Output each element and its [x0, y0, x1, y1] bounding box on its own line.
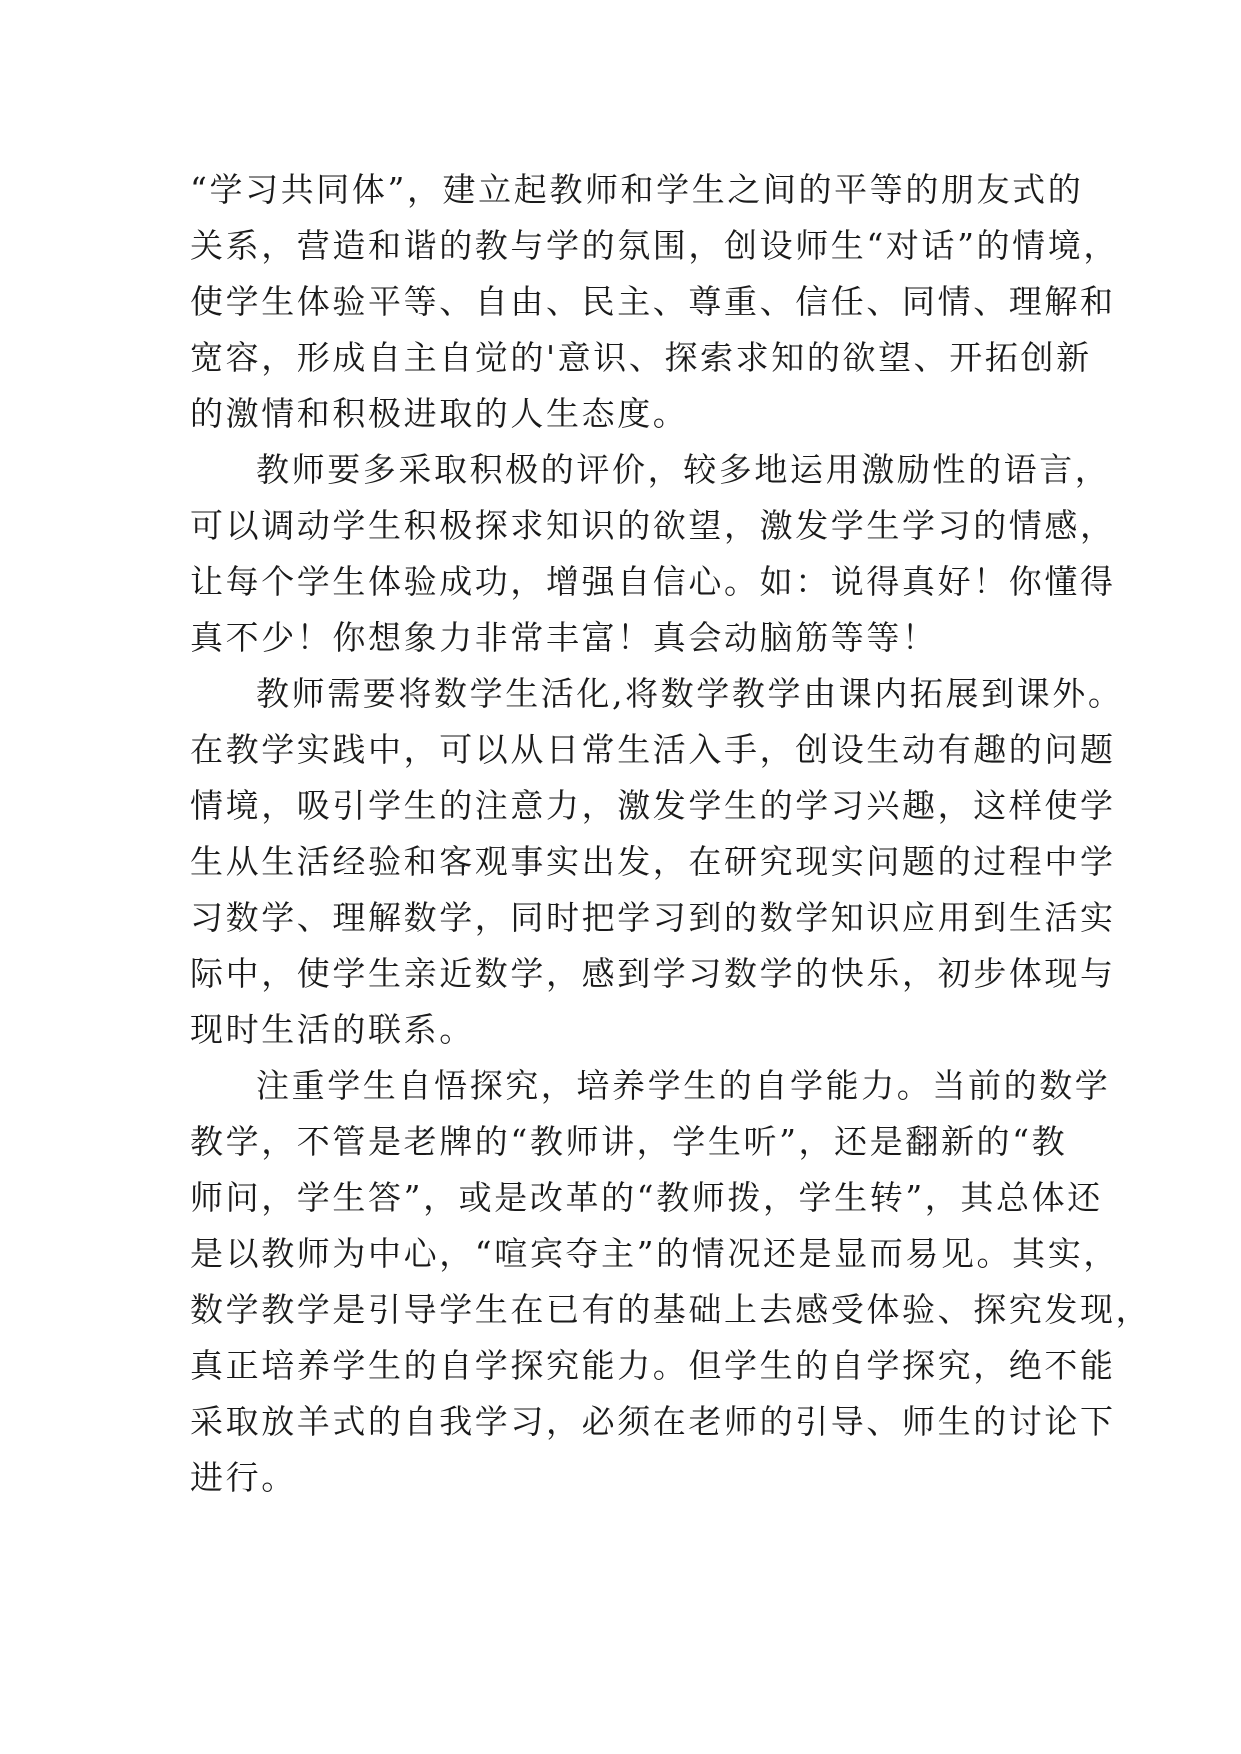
text-line: 真不少！你想象力非常丰富！真会动脑筋等等！ — [190, 618, 938, 657]
text-line: 际中，使学生亲近数学，感到学习数学的快乐，初步体现与 — [190, 954, 1116, 993]
document-body — [190, 162, 1152, 1506]
text-line: 的激情和积极进取的人生态度。 — [190, 394, 689, 433]
text-line: 情境，吸引学生的注意力，激发学生的学习兴趣，这样使学 — [190, 786, 1116, 825]
text-line: 进行。 — [190, 1458, 297, 1497]
text-line: 教师要多采取积极的评价，较多地运用激励性的语言， — [256, 450, 1111, 489]
text-line: 教师需要将数学生活化,将数学教学由课内拓展到课外。 — [256, 674, 1124, 713]
text-line: 注重学生自悟探究，培养学生的自学能力。当前的数学 — [256, 1066, 1111, 1105]
text-line: 真正培养学生的自学探究能力。但学生的自学探究，绝不能 — [190, 1346, 1116, 1385]
text-line: 在教学实践中，可以从日常生活入手，创设生动有趣的问题 — [190, 730, 1116, 769]
text-line: 采取放羊式的自我学习，必须在老师的引导、师生的讨论下 — [190, 1402, 1116, 1441]
text-line: 是以教师为中心，“喧宾夺主”的情况还是显而易见。其实， — [190, 1234, 1119, 1273]
text-line: 关系，营造和谐的教与学的氛围，创设师生“对话”的情境， — [190, 226, 1119, 265]
text-line: 教学，不管是老牌的“教师讲，学生听”，还是翻新的“教 — [190, 1122, 1068, 1161]
paragraph-4 — [190, 1058, 1152, 1506]
text-line: 使学生体验平等、自由、民主、尊重、信任、同情、理解和 — [190, 282, 1116, 321]
text-line: 师问，学生答”，或是改革的“教师拨，学生转”，其总体还 — [190, 1178, 1103, 1217]
paragraph-3 — [190, 666, 1124, 1058]
paragraph-1 — [190, 162, 1119, 442]
text-line: 现时生活的联系。 — [190, 1010, 475, 1049]
text-line: 宽容，形成自主自觉的'意识、探索求知的欲望、开拓创新 — [190, 338, 1092, 377]
text-line: “学习共同体”，建立起教师和学生之间的平等的朋友式的 — [190, 170, 1084, 209]
text-line: 习数学、理解数学，同时把学习到的数学知识应用到生活实 — [190, 898, 1116, 937]
text-line: 让每个学生体验成功，增强自信心。如：说得真好！你懂得 — [190, 562, 1116, 601]
text-line: 数学教学是引导学生在已有的基础上去感受体验、探究发现， — [190, 1290, 1152, 1329]
paragraph-2 — [190, 442, 1116, 666]
text-line: 生从生活经验和客观事实出发，在研究现实问题的过程中学 — [190, 842, 1116, 881]
text-line: 可以调动学生积极探求知识的欲望，激发学生学习的情感， — [190, 506, 1116, 545]
